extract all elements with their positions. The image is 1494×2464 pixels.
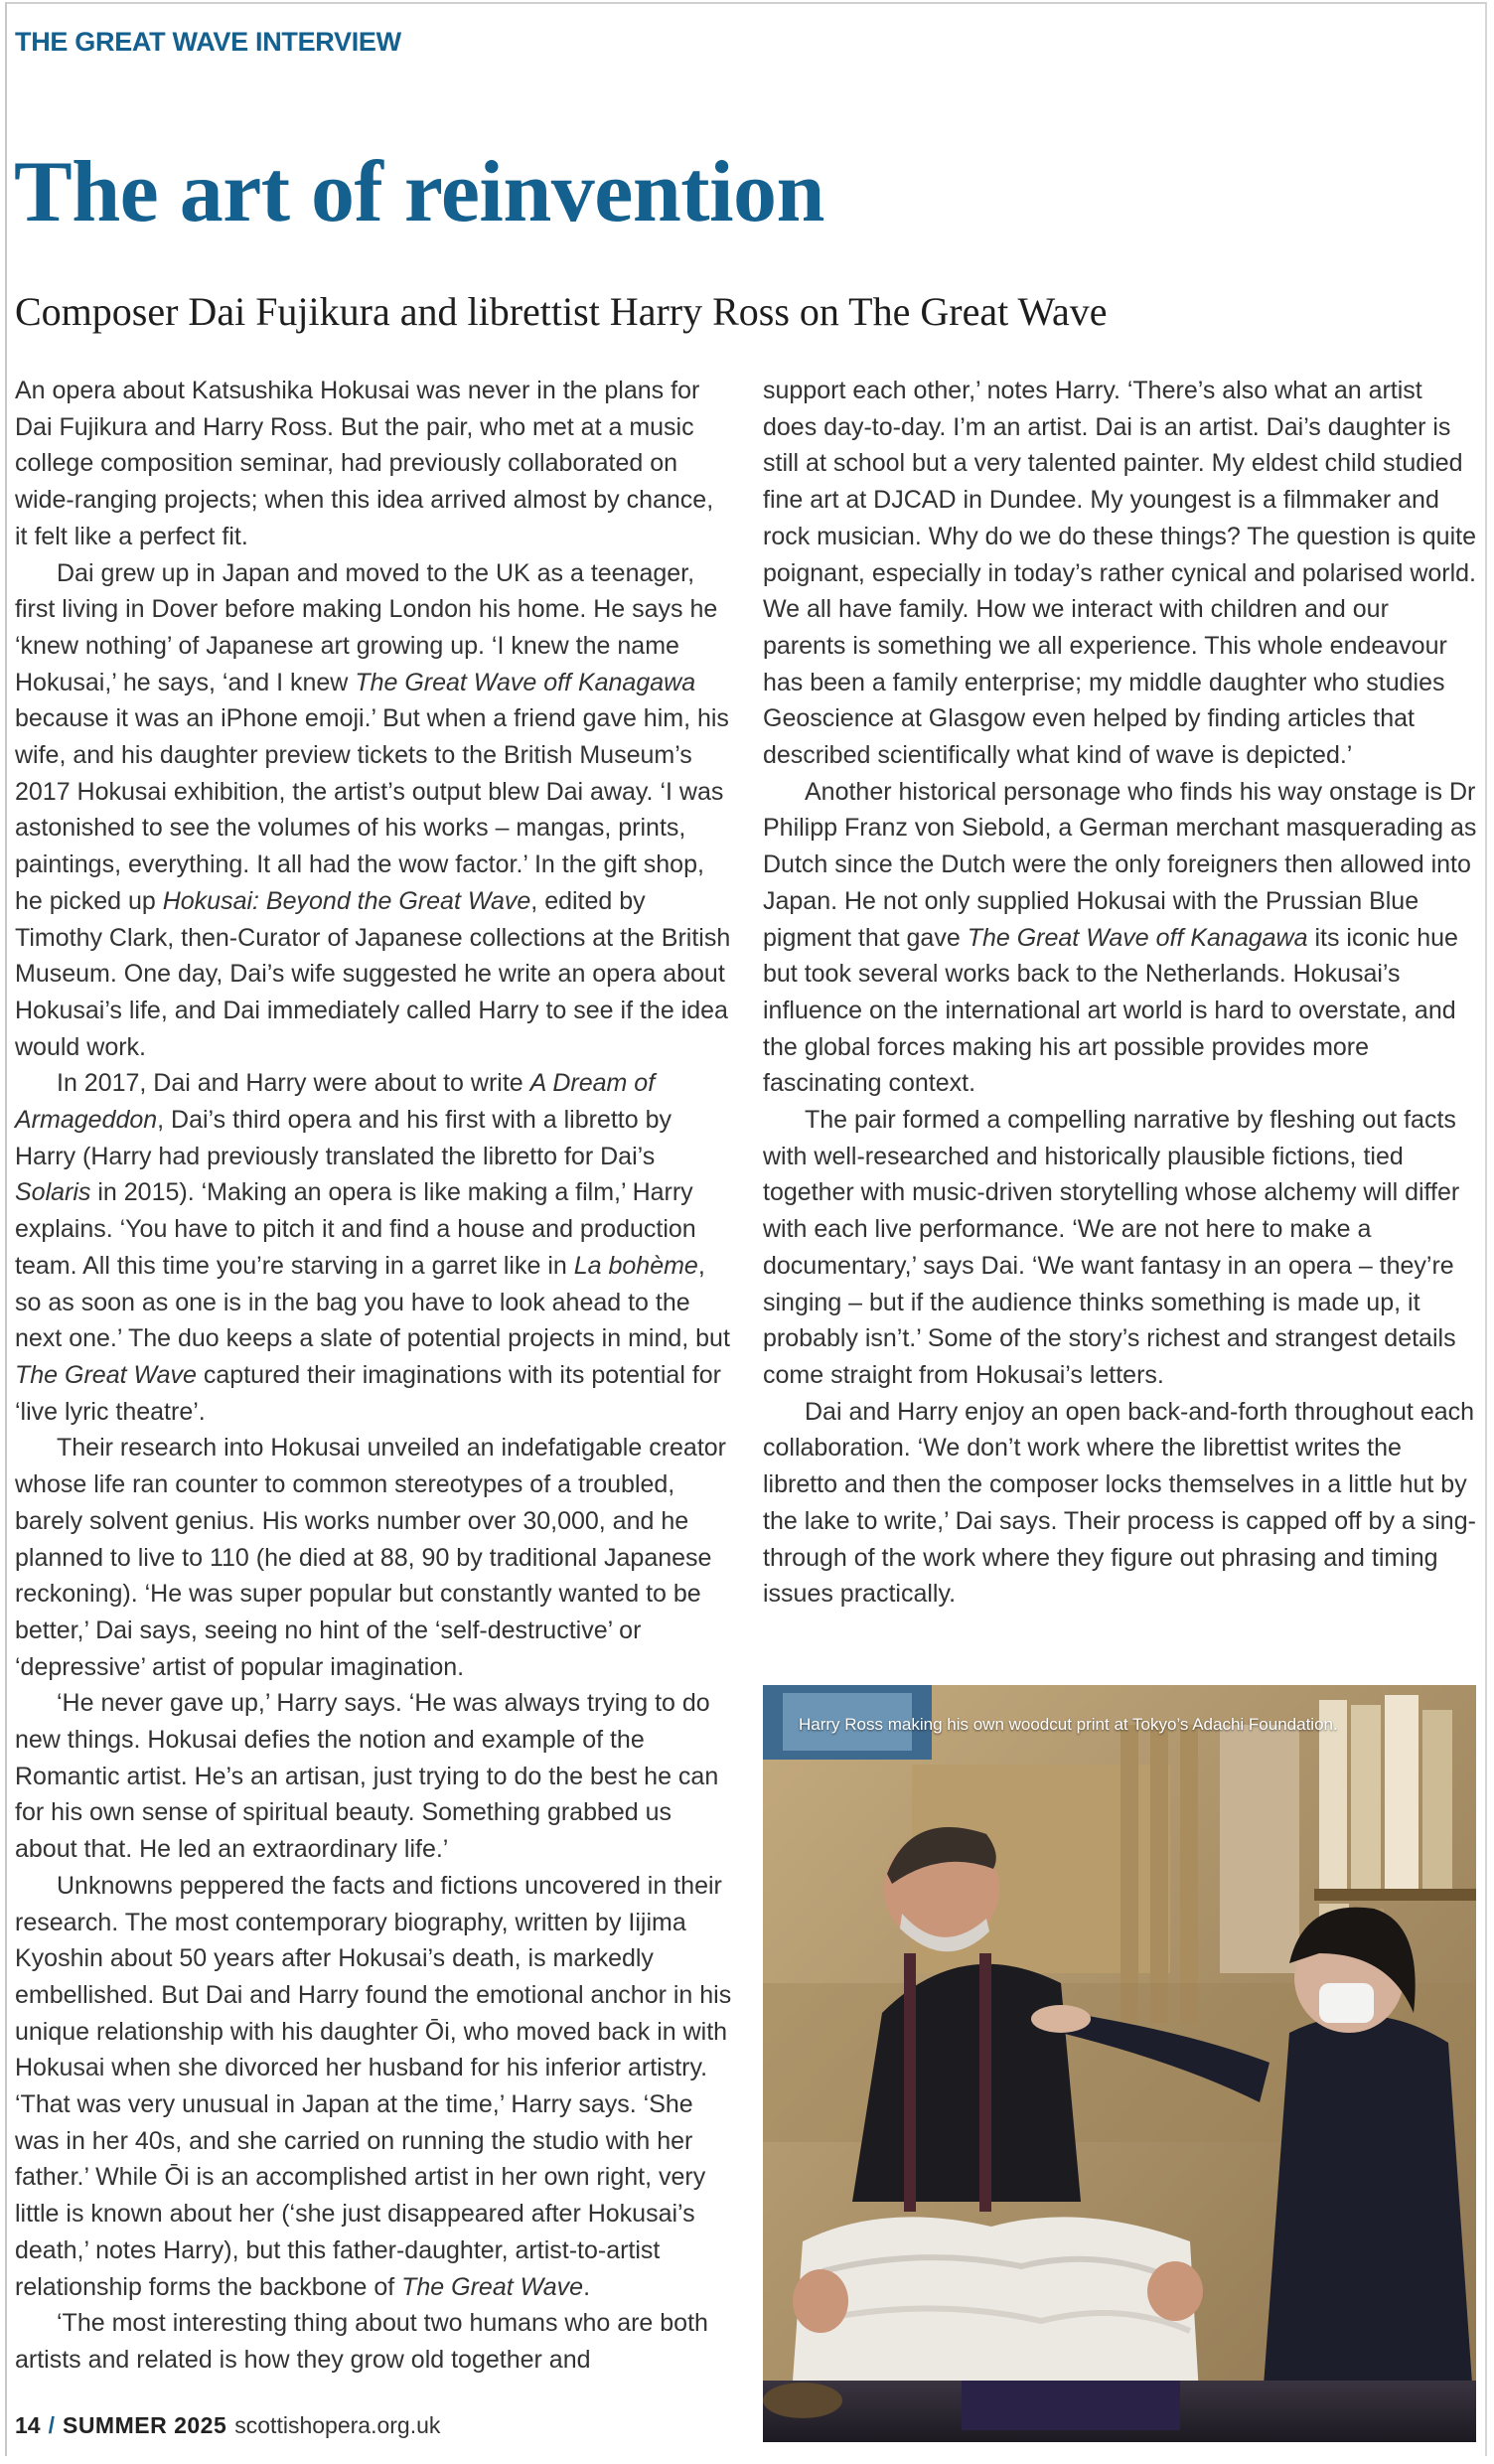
paragraph-text: Another historical personage who finds his way onstage is Dr Philipp Franz von Siebold, a German merchant masquerading as Dutch since the Dutch were the only foreigners then allowed into Japan. He not only supplied Hokusai with the Prussian Blue pigment that gave xyxy=(763,777,1477,952)
article-paragraph xyxy=(15,373,732,555)
paragraph-text: An opera about Katsushika Hokusai was never in the plans for Dai Fujikura and Harry Ross. But the pair, who met at a music college composition seminar, had previously collaborated on wide-ranging projects; when this idea arrived almost by chance, it felt like a perfect fit. xyxy=(15,377,714,550)
article-paragraph xyxy=(763,774,1478,1102)
article-photo xyxy=(763,1685,1476,2442)
paragraph-text: , Dai’s third opera and his first with a libretto by Harry (Harry had previously translated the libretto for Dai’s xyxy=(15,1106,672,1170)
paragraph-text: Dai and Harry enjoy an open back-and-forth throughout each collaboration. ‘We don’t work where the librettist writes the libretto and then the composer locks themselves in a little hut by the lake to write,’ Dai says. Their process is capped off by a sing-through of the work where they figure out phrasing and timing issues practically. xyxy=(763,1397,1476,1609)
article-paragraph xyxy=(763,373,1478,774)
woodcut-print-photo xyxy=(763,1685,1476,2442)
paragraph-text: Unknowns peppered the facts and fictions uncovered in their research. The most contemporary biography, written by Iijima Kyoshin about 50 years after Hokusai’s death, is markedly embellished. But Dai and Harry found the emotional anchor in his unique relationship with his daughter Ōi, who moved back in with Hokusai when she divorced her husband for his inferior artistry. ‘That was very unusual in Japan at the time,’ Harry says. ‘She was in her 40s, and she carried on running the studio with her father.’ While Ōi is an accomplished artist in her own right, very little is known about her (‘she just disappeared after Hokusai’s death,’ notes Harry), but this father-daughter, artist-to-artist relationship forms the backbone of xyxy=(15,1871,732,2301)
article-paragraph xyxy=(15,2305,732,2378)
article-paragraph xyxy=(15,1685,732,1868)
footer-website[interactable]: scottishopera.org.uk xyxy=(234,2412,441,2438)
italic-title: A Dream of Armageddon xyxy=(15,1069,656,1135)
paragraph-text: Their research into Hokusai unveiled an indefatigable creator whose life ran counter to common stereotypes of a troubled, barely solvent genius. His works number over 30,000, and he planned to live to 110 (he died at 88, 90 by traditional Japanese reckoning). ‘He was super popular but constantly wanted to be better,’ Dai says, seeing no hint of the ‘self-destructive’ or ‘depressive’ artist of popular imagination. xyxy=(15,1434,726,1681)
issue-label: SUMMER 2025 xyxy=(62,2412,227,2438)
italic-title: The Great Wave xyxy=(15,1360,197,1389)
article-paragraph xyxy=(15,1430,732,1685)
paragraph-text: The pair formed a compelling narrative by fleshing out facts with well-researched and historically plausible fictions, tied together with music-driven storytelling whose alchemy will differ with each live performance. ‘We are not here to make a documentary,’ says Dai. ‘We want fantasy in an opera – they’re singing – but if the audience thinks something is made up, it probably isn’t.’ Some of the story’s richest and strangest details come straight from Hokusai’s letters. xyxy=(763,1106,1460,1389)
italic-title: La bohème xyxy=(573,1251,698,1280)
article-paragraph xyxy=(15,1065,732,1430)
article-title: The art of reinvention xyxy=(14,144,824,240)
article-column-right xyxy=(763,373,1478,1613)
paragraph-text: . xyxy=(583,2272,591,2301)
italic-title: The Great Wave xyxy=(401,2272,584,2301)
article-subtitle: Composer Dai Fujikura and librettist Harry Ross on The Great Wave xyxy=(15,289,1108,334)
paragraph-text: support each other,’ notes Harry. ‘There’s also what an artist does day-to-day. I’m an artist. Dai is an artist. Dai’s daughter is still at school but a very talented painter. My eldest child studied fine art at DJCAD in Dundee. My youngest is a filmmaker and rock musician. Why do we do these things? The question is quite poignant, especially in today’s rather cynical and polarised world. We all have family. How we interact with children and our parents is something we all experience. This whole endeavour has been a family enterprise; my middle daughter who studies Geoscience at Glasgow even helped by finding articles that described scientifically what kind of wave is depicted.’ xyxy=(763,377,1477,770)
paragraph-text: ‘He never gave up,’ Harry says. ‘He was always trying to do new things. Hokusai defies the notion and example of the Romantic artist. He’s an artisan, just trying to do the best he can for his own sense of spiritual beauty. Something grabbed us about that. He led an extraordinary life.’ xyxy=(15,1689,719,1864)
italic-title: Solaris xyxy=(15,1178,91,1207)
paragraph-text: ‘The most interesting thing about two humans who are both artists and related is how they grow old together and xyxy=(15,2309,708,2374)
article-paragraph xyxy=(763,1102,1478,1394)
article-paragraph xyxy=(15,555,732,1066)
paragraph-text: , so as soon as one is in the bag you have to look ahead to the next one.’ The duo keeps a slate of potential projects in mind, but xyxy=(15,1251,730,1353)
photo-caption: Harry Ross making his own woodcut print at Tokyo’s Adachi Foundation. xyxy=(799,1715,1338,1734)
paragraph-text: , edited by Timothy Clark, then-Curator of Japanese collections at the British Museum. One day, Dai’s wife suggested he write an opera about Hokusai’s life, and Dai immediately called Harry to see if the idea would work. xyxy=(15,886,731,1061)
paragraph-text: in 2015). ‘Making an opera is like making a film,’ Harry explains. ‘You have to pitch it and find a house and production team. All this time you’re starving in a garret like in xyxy=(15,1178,696,1280)
paragraph-text: captured their imaginations with its potential for ‘live lyric theatre’. xyxy=(15,1360,722,1426)
paragraph-text: because it was an iPhone emoji.’ But when a friend gave him, his wife, and his daughter preview tickets to the British Museum’s 2017 Hokusai exhibition, the artist’s output blew Dai away. ‘I was astonished to see the volumes of his works – mangas, prints, paintings, everything. It all had the wow factor.’ In the gift shop, he picked up xyxy=(15,704,729,915)
article-paragraph xyxy=(763,1394,1478,1613)
section-kicker: THE GREAT WAVE INTERVIEW xyxy=(15,27,401,57)
italic-title: The Great Wave off Kanagawa xyxy=(355,668,696,696)
article-column-left xyxy=(15,373,732,2379)
italic-title: Hokusai: Beyond the Great Wave xyxy=(162,886,531,915)
paragraph-text: In 2017, Dai and Harry were about to write xyxy=(57,1069,530,1098)
paragraph-text: Dai grew up in Japan and moved to the UK as a teenager, first living in Dover before making London his home. He says he ‘knew nothing’ of Japanese art growing up. ‘I knew the name Hokusai,’ he says, ‘and I knew xyxy=(15,558,718,696)
italic-title: The Great Wave off Kanagawa xyxy=(967,923,1308,952)
page-footer xyxy=(15,2412,440,2439)
footer-separator: / xyxy=(48,2412,55,2438)
page-number: 14 xyxy=(15,2412,41,2438)
paragraph-text: its iconic hue but took several works back to the Netherlands. Hokusai’s influence on the international art world is hard to overstate, and the global forces making his art possible provides more fascinating context. xyxy=(763,923,1458,1098)
article-paragraph xyxy=(15,1868,732,2305)
